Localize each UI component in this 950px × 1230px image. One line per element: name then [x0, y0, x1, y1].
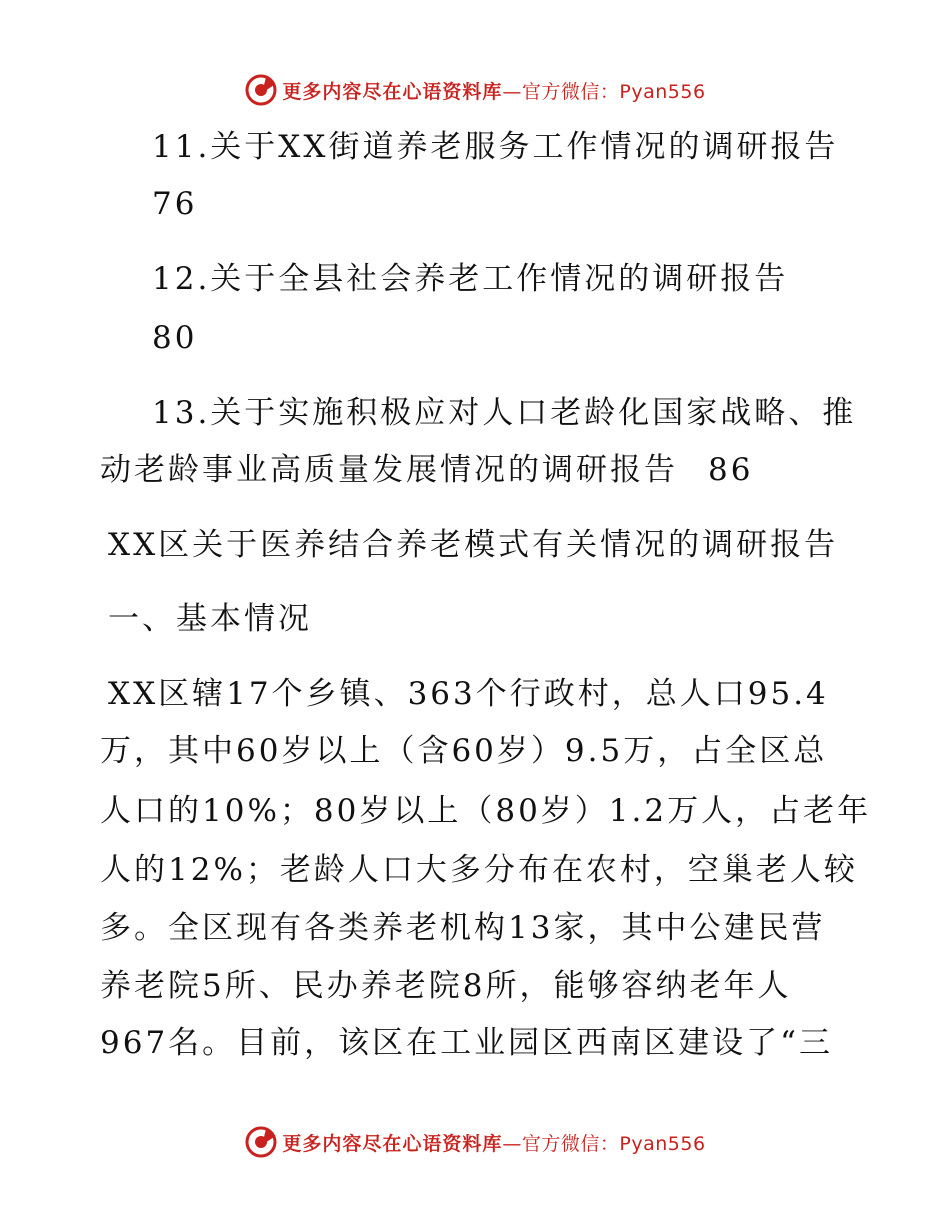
- watermark-text: 更多内容尽在心语资料库: [282, 1132, 503, 1155]
- body-line: 多。全区现有各类养老机构13家，其中公建民营: [100, 910, 826, 946]
- toc-item-13-title-line1: 13.关于实施积极应对人口老龄化国家战略、推: [152, 395, 857, 431]
- report-heading: XX区关于医养结合养老模式有关情况的调研报告: [108, 527, 839, 563]
- toc-item-12-title: 12.关于全县社会养老工作情况的调研报告: [152, 261, 789, 297]
- watermark-contact: —官方微信：Pyan556: [502, 1132, 706, 1155]
- body-line: 人口的10%；80岁以上（80岁）1.2万人，占老年: [100, 793, 872, 829]
- body-line: 967名。目前，该区在工业园区西南区建设了“三: [100, 1025, 834, 1061]
- body-line: XX区辖17个乡镇、363个行政村，总人口95.4: [108, 676, 829, 712]
- toc-item-11-title: 11.关于XX街道养老服务工作情况的调研报告: [152, 129, 839, 165]
- toc-item-11-page: 76: [152, 186, 198, 222]
- logo-icon: [244, 1125, 278, 1159]
- toc-item-13-page: 86: [708, 452, 754, 488]
- logo-icon: [244, 73, 278, 107]
- watermark-contact: —官方微信：Pyan556: [502, 80, 706, 103]
- body-line: 人的12%；老龄人口大多分布在农村，空巢老人较: [100, 852, 858, 888]
- watermark-banner-bottom: [0, 1122, 950, 1162]
- body-line: 万，其中60岁以上（含60岁）9.5万，占全区总: [100, 733, 828, 769]
- toc-item-13-title-line2: 动老龄事业高质量发展情况的调研报告: [100, 452, 678, 488]
- body-line: 养老院5所、民办养老院8所，能够容纳老年人: [100, 968, 792, 1004]
- section-heading: 一、基本情况: [108, 601, 312, 637]
- toc-item-12-page: 80: [152, 320, 198, 356]
- watermark-text: 更多内容尽在心语资料库: [282, 80, 503, 103]
- watermark-banner-top: [0, 70, 950, 110]
